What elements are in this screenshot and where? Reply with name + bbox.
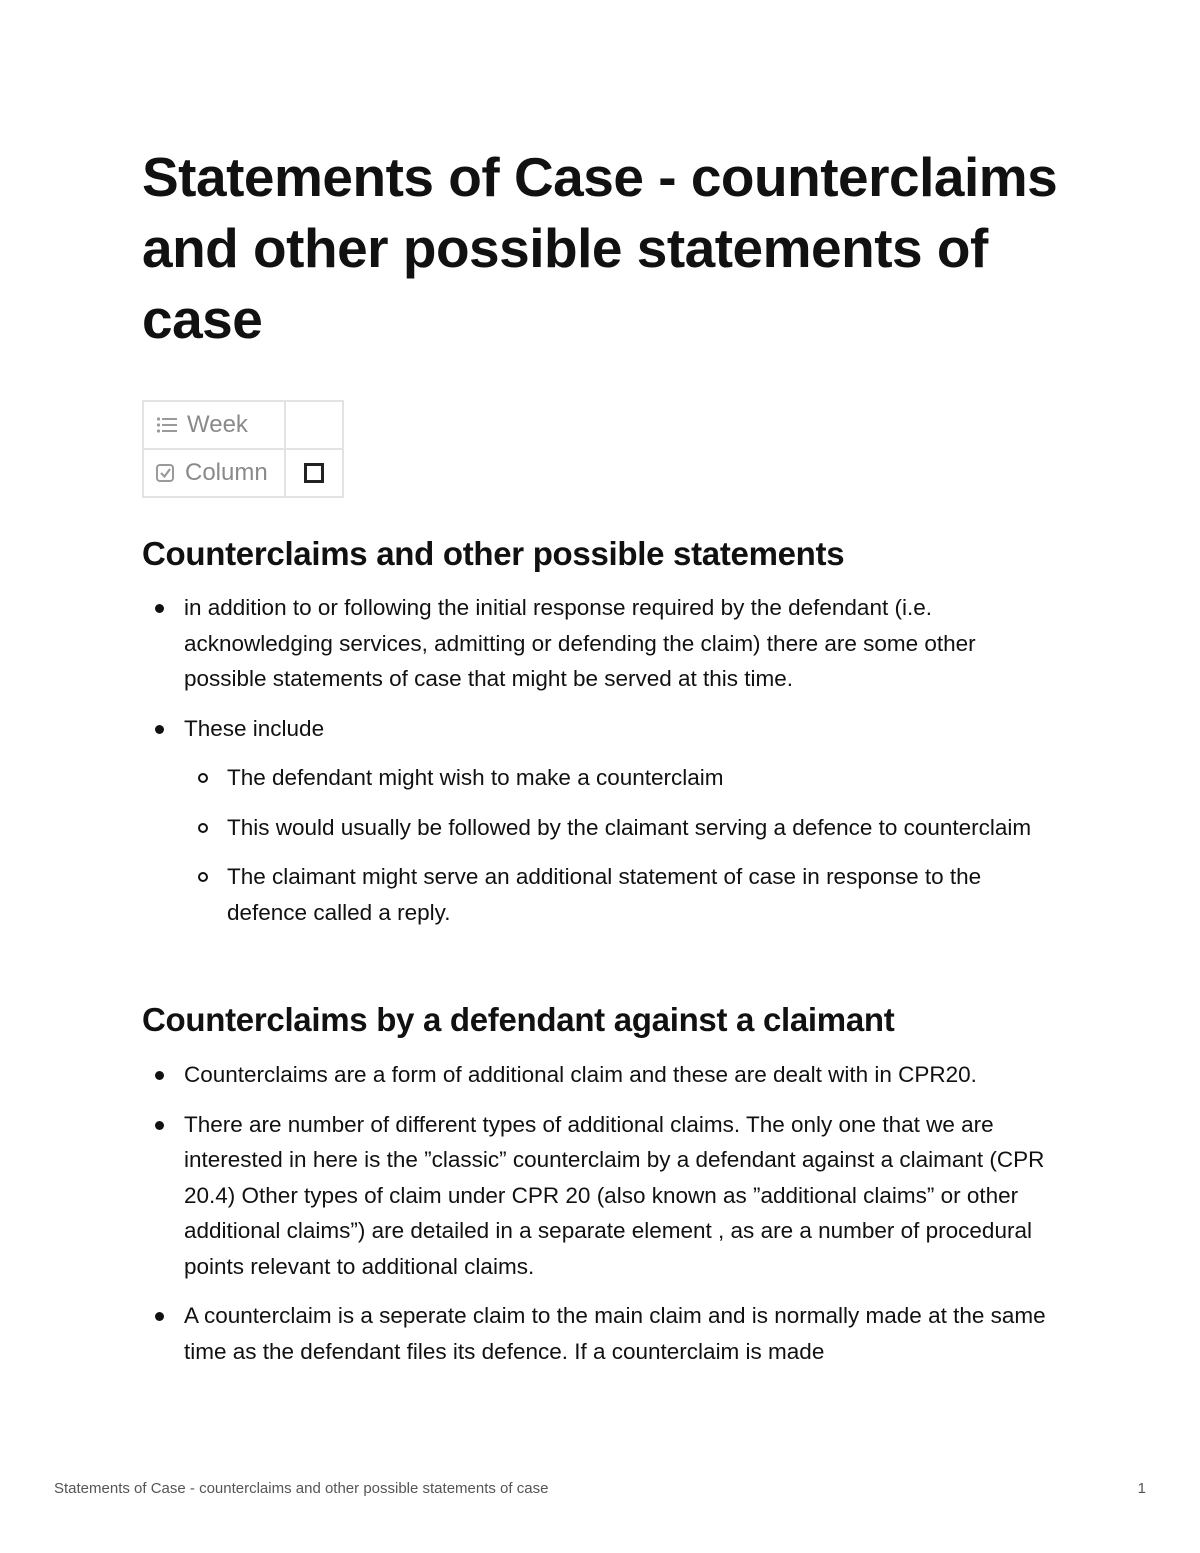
section-heading: Counterclaims and other possible statements xyxy=(142,535,845,572)
list-item: Counterclaims are a form of additional claim and these are dealt with in CPR20. xyxy=(142,1057,1062,1093)
footer-title: Statements of Case - counterclaims and other possible statements of case xyxy=(54,1480,549,1497)
property-label: Week xyxy=(187,411,248,438)
properties-table xyxy=(142,400,344,498)
property-value-column xyxy=(285,449,343,497)
property-label: Column xyxy=(185,459,268,486)
sub-list-item: The defendant might wish to make a counterclaim xyxy=(142,760,1062,796)
bullet-list xyxy=(142,590,1062,944)
list-item: These include xyxy=(142,711,1062,747)
list-item: in addition to or following the initial response required by the defendant (i.e. acknowledging services, admitting or defending the claim) there are some other possible statements of case that might be served at this time. xyxy=(142,590,1062,697)
checkbox-property-icon xyxy=(156,463,176,483)
unchecked-checkbox-icon[interactable] xyxy=(304,463,324,483)
sub-list-item: The claimant might serve an additional statement of case in response to the defence called a reply. xyxy=(142,859,1062,930)
list-item: A counterclaim is a seperate claim to the main claim and is normally made at the same time as the defendant files its defence. If a counterclaim is made xyxy=(142,1298,1062,1369)
sub-list-item: This would usually be followed by the claimant serving a defence to counterclaim xyxy=(142,810,1062,846)
page-title: Statements of Case - counterclaims and other possible statements of case xyxy=(142,146,1058,350)
bullet-list xyxy=(142,1057,1062,1383)
property-key-column xyxy=(143,449,285,497)
property-value-week[interactable] xyxy=(285,401,343,449)
section-heading: Counterclaims by a defendant against a claimant xyxy=(142,1001,895,1038)
page-number: 1 xyxy=(1137,1480,1146,1497)
property-row-week xyxy=(143,401,343,449)
property-row-column xyxy=(143,449,343,497)
property-key-week xyxy=(143,401,285,449)
list-item: There are number of different types of additional claims. The only one that we are interested in here is the ”classic” counterclaim by a defendant against a claimant (CPR 20.4) Other types of claim under CPR 20 (also known as ”additional claims” or other additional claims”) are detailed in a separate element , as are a number of procedural points relevant to additional claims. xyxy=(142,1107,1062,1285)
list-icon xyxy=(156,416,178,434)
